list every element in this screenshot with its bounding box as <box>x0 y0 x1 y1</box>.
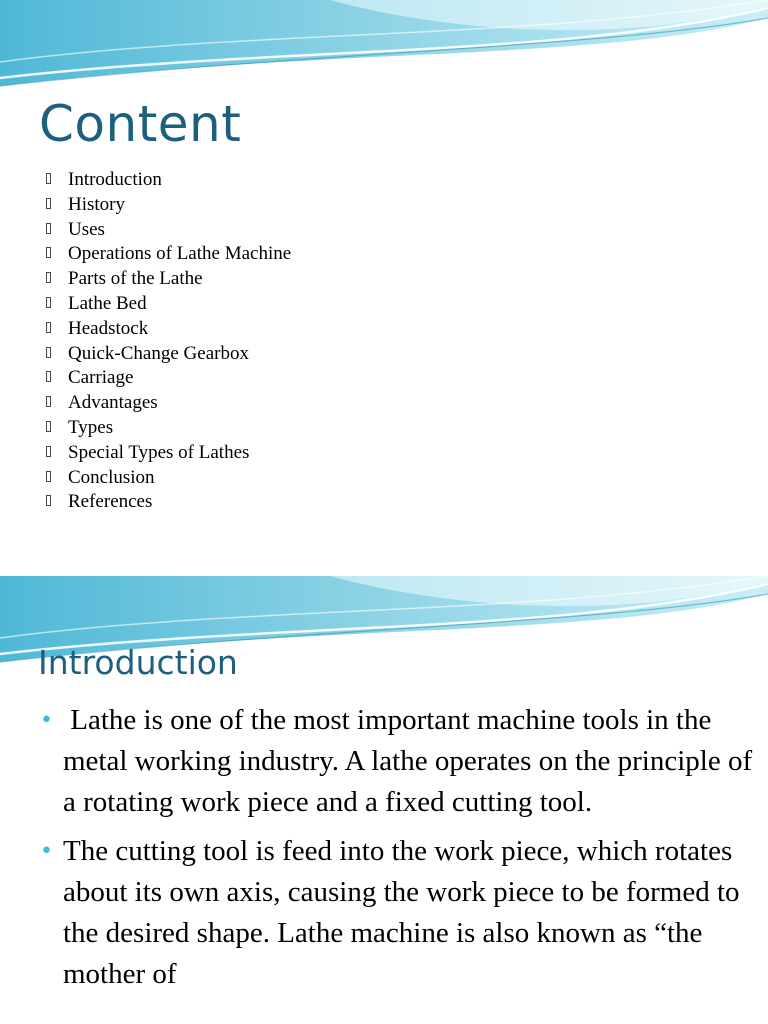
square-bullet-icon <box>46 421 51 432</box>
bullet-paragraph <box>40 831 760 995</box>
contents-list-item <box>46 441 291 466</box>
contents-list-item <box>46 218 291 243</box>
contents-list-item <box>46 242 291 267</box>
round-bullet-icon: • <box>40 839 53 864</box>
contents-item-label: References <box>68 491 153 513</box>
contents-item-label: Introduction <box>68 169 162 190</box>
bullet-paragraph <box>40 700 760 823</box>
square-bullet-icon <box>46 247 51 258</box>
square-bullet-icon <box>46 396 51 407</box>
square-bullet-icon <box>46 471 51 482</box>
contents-item-label: Quick-Change Gearbox <box>68 342 249 364</box>
square-bullet-icon <box>46 297 51 308</box>
contents-list <box>46 168 291 515</box>
contents-item-label: Headstock <box>68 317 149 339</box>
square-bullet-icon <box>46 446 51 457</box>
contents-item-label: Carriage <box>68 367 134 389</box>
square-bullet-icon <box>46 173 51 184</box>
contents-item-label: Advantages <box>68 392 158 414</box>
contents-item-label: Conclusion <box>68 466 155 488</box>
contents-item-label: Operations of Lathe Machine <box>68 243 292 265</box>
square-bullet-icon <box>46 322 51 333</box>
contents-list-item <box>46 416 291 441</box>
contents-list-item <box>46 490 291 515</box>
round-bullet-icon: • <box>40 708 53 733</box>
contents-item-label: Uses <box>68 218 105 240</box>
square-bullet-icon <box>46 223 51 234</box>
contents-list-item <box>46 466 291 491</box>
contents-item-label: Special Types of Lathes <box>68 441 250 463</box>
contents-list-item <box>46 267 291 292</box>
square-bullet-icon <box>46 371 51 382</box>
contents-list-item <box>46 193 291 218</box>
contents-item-label: History <box>68 193 125 215</box>
bullet-text: The cutting tool is feed into the work piece, which rotates about its own axis, causing the work piece to be formed to the desired shape. Lathe machine is also known as “the mother of <box>63 835 747 990</box>
bullet-text: Lathe is one of the most important machine tools in the metal working industry. A lathe operates on the principle of a rotating work piece and a fixed cutting tool. <box>63 704 760 818</box>
slide-title: Introduction <box>38 643 238 682</box>
contents-list-item <box>46 317 291 342</box>
slide-introduction <box>0 576 768 1024</box>
contents-item-label: Types <box>68 416 114 438</box>
contents-list-item <box>46 292 291 317</box>
slide-title: Content <box>39 95 242 153</box>
contents-list-item <box>46 342 291 367</box>
contents-list-item <box>46 391 291 416</box>
contents-list-item <box>46 366 291 391</box>
slide-separator <box>0 560 768 576</box>
square-bullet-icon <box>46 495 51 506</box>
square-bullet-icon <box>46 272 51 283</box>
contents-list-item <box>46 168 291 193</box>
contents-item-label: Parts of the Lathe <box>68 268 203 290</box>
header-wave-decoration <box>0 0 768 100</box>
square-bullet-icon <box>46 347 51 358</box>
introduction-bullets <box>40 700 760 1003</box>
square-bullet-icon <box>46 198 51 209</box>
contents-item-label: Lathe Bed <box>68 292 147 314</box>
